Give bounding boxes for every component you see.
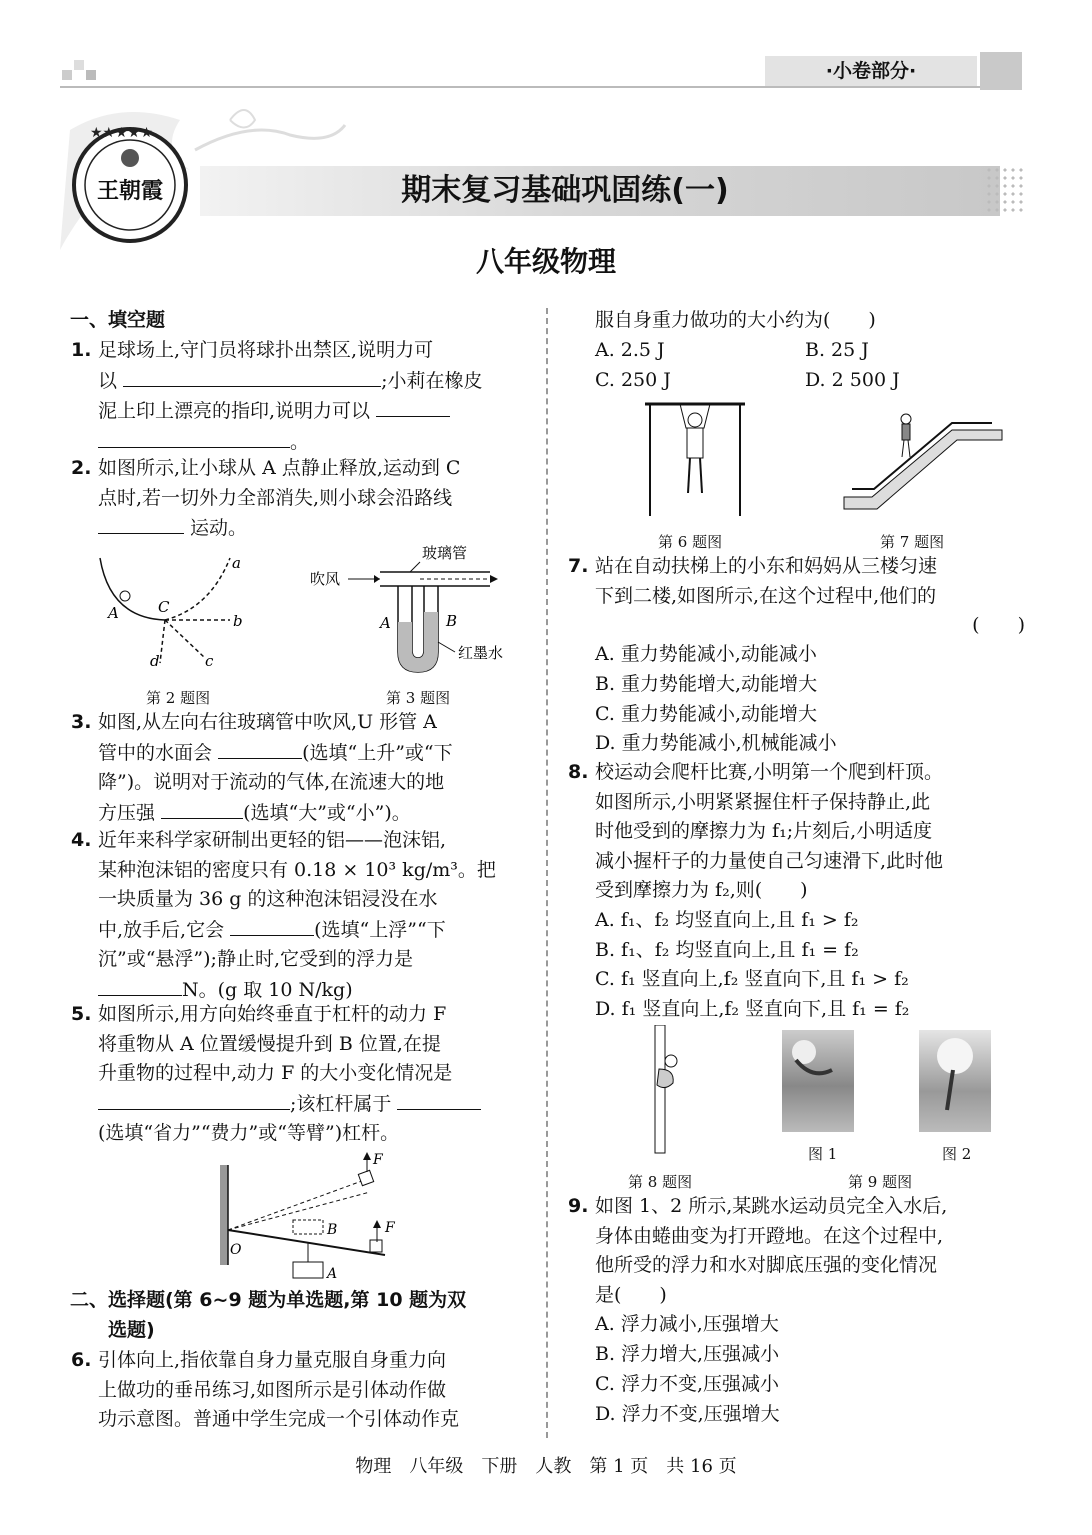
- svg-text:F: F: [373, 1152, 383, 1168]
- question-number: 6.: [71, 1349, 92, 1371]
- figure-5-lever-diagram: [215, 1150, 435, 1286]
- svg-text:C: C: [158, 598, 170, 616]
- q7-option-a[interactable]: A. 重力势能减小,动能减小: [595, 643, 817, 665]
- q4-line: 一块质量为 36 g 的这种泡沫铝浸没在水: [98, 888, 438, 910]
- q5-line: 将重物从 A 位置缓慢提升到 B 位置,在提: [98, 1032, 441, 1055]
- svg-text:A: A: [327, 1266, 338, 1282]
- q6-line: 功示意图。普通中学生完成一个引体动作克: [98, 1408, 460, 1430]
- q8-option-a[interactable]: A. f₁、f₂ 均竖直向上,且 f₁ > f₂: [595, 909, 859, 931]
- svg-text:玻璃管: 玻璃管: [422, 544, 468, 562]
- left-column: [70, 0, 530, 1535]
- svg-text:c: c: [205, 652, 214, 670]
- question-number: 7.: [568, 555, 589, 577]
- svg-text:A: A: [108, 604, 119, 622]
- q3-line: 降”)。说明对于流动的气体,在流速大的地: [98, 771, 445, 793]
- q8-line: 减小握杆子的力量使自己匀速滑下,此时他: [595, 849, 944, 872]
- q7-line: 站在自动扶梯上的小东和妈妈从三楼匀速: [595, 555, 938, 577]
- question-4: [71, 826, 528, 1005]
- page-footer: 物理 八年级 下册 人教 第 1 页 共 16 页: [355, 1456, 737, 1477]
- q4-line: 某种泡沫铝的密度只有 0.18 × 10³ kg/m³。把: [98, 858, 496, 881]
- figure-9-image-2-label: 图 2: [942, 1145, 972, 1163]
- answer-blank[interactable]: [98, 427, 290, 448]
- q9-option-b[interactable]: B. 浮力增大,压强减小: [595, 1343, 780, 1365]
- answer-blank[interactable]: [123, 366, 381, 387]
- q8-line: 如图所示,小明紧紧握住杆子保持静止,此: [595, 790, 931, 813]
- q7-answer-bracket: ( ): [972, 614, 1025, 636]
- question-number: 5.: [71, 1003, 92, 1025]
- q2-line: 运动。: [98, 513, 528, 544]
- q9-line: 是( ): [595, 1283, 667, 1306]
- q1-line: 泥上印上漂亮的指印,说明力可以: [98, 396, 528, 427]
- svg-text:d: d: [150, 652, 160, 670]
- q8-line: 受到摩擦力为 f₂,则( ): [595, 879, 808, 901]
- q3-line: 如图,从左向右往玻璃管中吹风,U 形管 A: [98, 711, 437, 733]
- q8-line: 时他受到的摩擦力为 f₁;片刻后,小明适度: [595, 820, 933, 842]
- answer-blank[interactable]: [161, 798, 243, 819]
- question-number: 2.: [71, 457, 92, 479]
- figure-3-utube-diagram: [310, 542, 530, 682]
- question-7: [568, 552, 1025, 641]
- q9-option-d[interactable]: D. 浮力不变,压强增大: [595, 1403, 780, 1425]
- question-number: 8.: [568, 761, 589, 783]
- figure-6-pullup-diagram: [640, 398, 750, 518]
- svg-text:A: A: [380, 614, 391, 632]
- q2-line: 点时,若一切外力全部消失,则小球会沿路线: [98, 486, 453, 509]
- figure-8-pole-climb-diagram: [645, 1025, 685, 1155]
- q3-line: 管中的水面会 (选填“上升”或“下: [98, 738, 528, 769]
- q6-option-c[interactable]: C. 250 J: [595, 369, 671, 391]
- q6-continued: 服自身重力做功的大小约为( ): [595, 309, 876, 331]
- q9-line: 他所受的浮力和水对脚底压强的变化情况: [595, 1254, 938, 1276]
- q8-line: 校运动会爬杆比赛,小明第一个爬到杆顶。: [595, 761, 944, 783]
- q1-line: 足球场上,守门员将球扑出禁区,说明力可: [98, 339, 434, 361]
- answer-blank[interactable]: [98, 513, 184, 534]
- q4-line: 中,放手后,它会 (选填“上浮”“下: [98, 915, 528, 946]
- figure-7-escalator-diagram: [842, 405, 1007, 515]
- svg-text:吹风: 吹风: [310, 570, 341, 588]
- figure-2-track-diagram: [90, 548, 290, 678]
- figure-8-caption: 第 8 题图: [628, 1173, 693, 1191]
- page-title: 期末复习基础巩固练(一): [401, 173, 729, 208]
- q9-line: 身体由蜷曲变为打开蹬地。在这个过程中,: [595, 1224, 944, 1247]
- svg-text:F: F: [385, 1220, 395, 1236]
- svg-text:红墨水: 红墨水: [458, 644, 504, 662]
- q7-line: 下到二楼,如图所示,在这个过程中,他们的: [595, 584, 937, 607]
- q6-option-b[interactable]: B. 25 J: [805, 339, 869, 361]
- question-2: [71, 454, 528, 544]
- q4-line: 近年来科学家研制出更轻的铝——泡沫铝,: [98, 829, 447, 851]
- section-choice-heading: 二、选择题(第 6~9 题为单选题,第 10 题为双 选题): [70, 1289, 467, 1341]
- q9-option-c[interactable]: C. 浮力不变,压强减小: [595, 1373, 779, 1395]
- q5-line: 升重物的过程中,动力 F 的大小变化情况是: [98, 1062, 453, 1084]
- section-tag: ·小卷部分·: [765, 56, 977, 86]
- answer-blank[interactable]: [218, 738, 302, 759]
- q6-line: 上做功的垂吊练习,如图所示是引体动作做: [98, 1378, 447, 1401]
- q6-option-a[interactable]: A. 2.5 J: [595, 339, 665, 361]
- q3-line: 方压强 (选填“大”或“小”)。: [98, 798, 528, 829]
- svg-text:B: B: [446, 612, 458, 630]
- figure-6-caption: 第 6 题图: [658, 533, 723, 551]
- q2-line: 如图所示,让小球从 A 点静止释放,运动到 C: [98, 457, 461, 479]
- question-number: 4.: [71, 829, 92, 851]
- diver-photo-icon: [919, 1030, 991, 1132]
- answer-blank[interactable]: [98, 975, 182, 996]
- answer-blank[interactable]: [230, 915, 314, 936]
- question-9: [568, 1192, 1035, 1310]
- q4-line: 沉”或“悬浮”);静止时,它受到的浮力是: [98, 948, 413, 970]
- diver-photo-icon: [782, 1030, 854, 1132]
- section-fill-heading: 一、填空题: [70, 309, 166, 331]
- q9-option-a[interactable]: A. 浮力减小,压强增大: [595, 1313, 779, 1335]
- question-number: 3.: [71, 711, 92, 733]
- q1-line: 。: [98, 427, 528, 458]
- figure-3-caption: 第 3 题图: [386, 689, 451, 707]
- question-3: [71, 708, 528, 828]
- answer-blank[interactable]: [98, 1089, 290, 1110]
- q9-line: 如图 1、2 所示,某跳水运动员完全入水后,: [595, 1195, 948, 1217]
- q6-line: 引体向上,指依靠自身力量克服自身重力向: [98, 1349, 447, 1371]
- svg-text:b: b: [233, 612, 243, 630]
- answer-blank[interactable]: [397, 1089, 481, 1110]
- q5-line: 如图所示,用方向始终垂直于杠杆的动力 F: [98, 1003, 447, 1025]
- svg-text:★★★★★: ★★★★★: [90, 125, 153, 141]
- q8-option-b[interactable]: B. f₁、f₂ 均竖直向上,且 f₁ = f₂: [595, 939, 859, 961]
- question-8: [568, 758, 1035, 906]
- question-6: [71, 1346, 528, 1435]
- q4-line: N。(g 取 10 N/kg): [98, 975, 528, 1006]
- figure-9-image-1: [782, 1030, 854, 1132]
- q1-line: 以 ;小莉在橡皮: [98, 366, 528, 397]
- question-5: [71, 1000, 528, 1149]
- q5-line: ;该杠杆属于: [98, 1089, 528, 1120]
- q6-option-d[interactable]: D. 2 500 J: [805, 369, 900, 391]
- logo-text: 王朝霞: [96, 178, 164, 204]
- column-divider: [546, 308, 548, 1438]
- figure-7-caption: 第 7 题图: [880, 533, 945, 551]
- q5-line: (选填“省力”“费力”或“等臂”)杠杆。: [98, 1122, 400, 1144]
- right-column: [570, 0, 1040, 1535]
- page-subtitle: 八年级物理: [475, 245, 616, 278]
- svg-text:a: a: [232, 554, 241, 572]
- figure-9-caption: 第 9 题图: [848, 1173, 913, 1191]
- q8-option-c[interactable]: C. f₁ 竖直向上,f₂ 竖直向下,且 f₁ > f₂: [595, 968, 909, 990]
- q7-option-b[interactable]: B. 重力势能增大,动能增大: [595, 673, 818, 695]
- figure-9-image-1-label: 图 1: [808, 1145, 838, 1163]
- q7-option-c[interactable]: C. 重力势能减小,动能增大: [595, 703, 817, 725]
- q8-option-d[interactable]: D. f₁ 竖直向上,f₂ 竖直向下,且 f₁ = f₂: [595, 998, 910, 1020]
- svg-text:B: B: [327, 1222, 338, 1238]
- question-number: 9.: [568, 1195, 589, 1217]
- svg-text:O: O: [230, 1242, 242, 1258]
- figure-9-image-2: [919, 1030, 991, 1132]
- question-number: 1.: [71, 339, 92, 361]
- question-1: [71, 336, 528, 457]
- q7-option-d[interactable]: D. 重力势能减小,机械能减小: [595, 732, 837, 754]
- answer-blank[interactable]: [376, 396, 450, 417]
- figure-2-caption: 第 2 题图: [146, 689, 211, 707]
